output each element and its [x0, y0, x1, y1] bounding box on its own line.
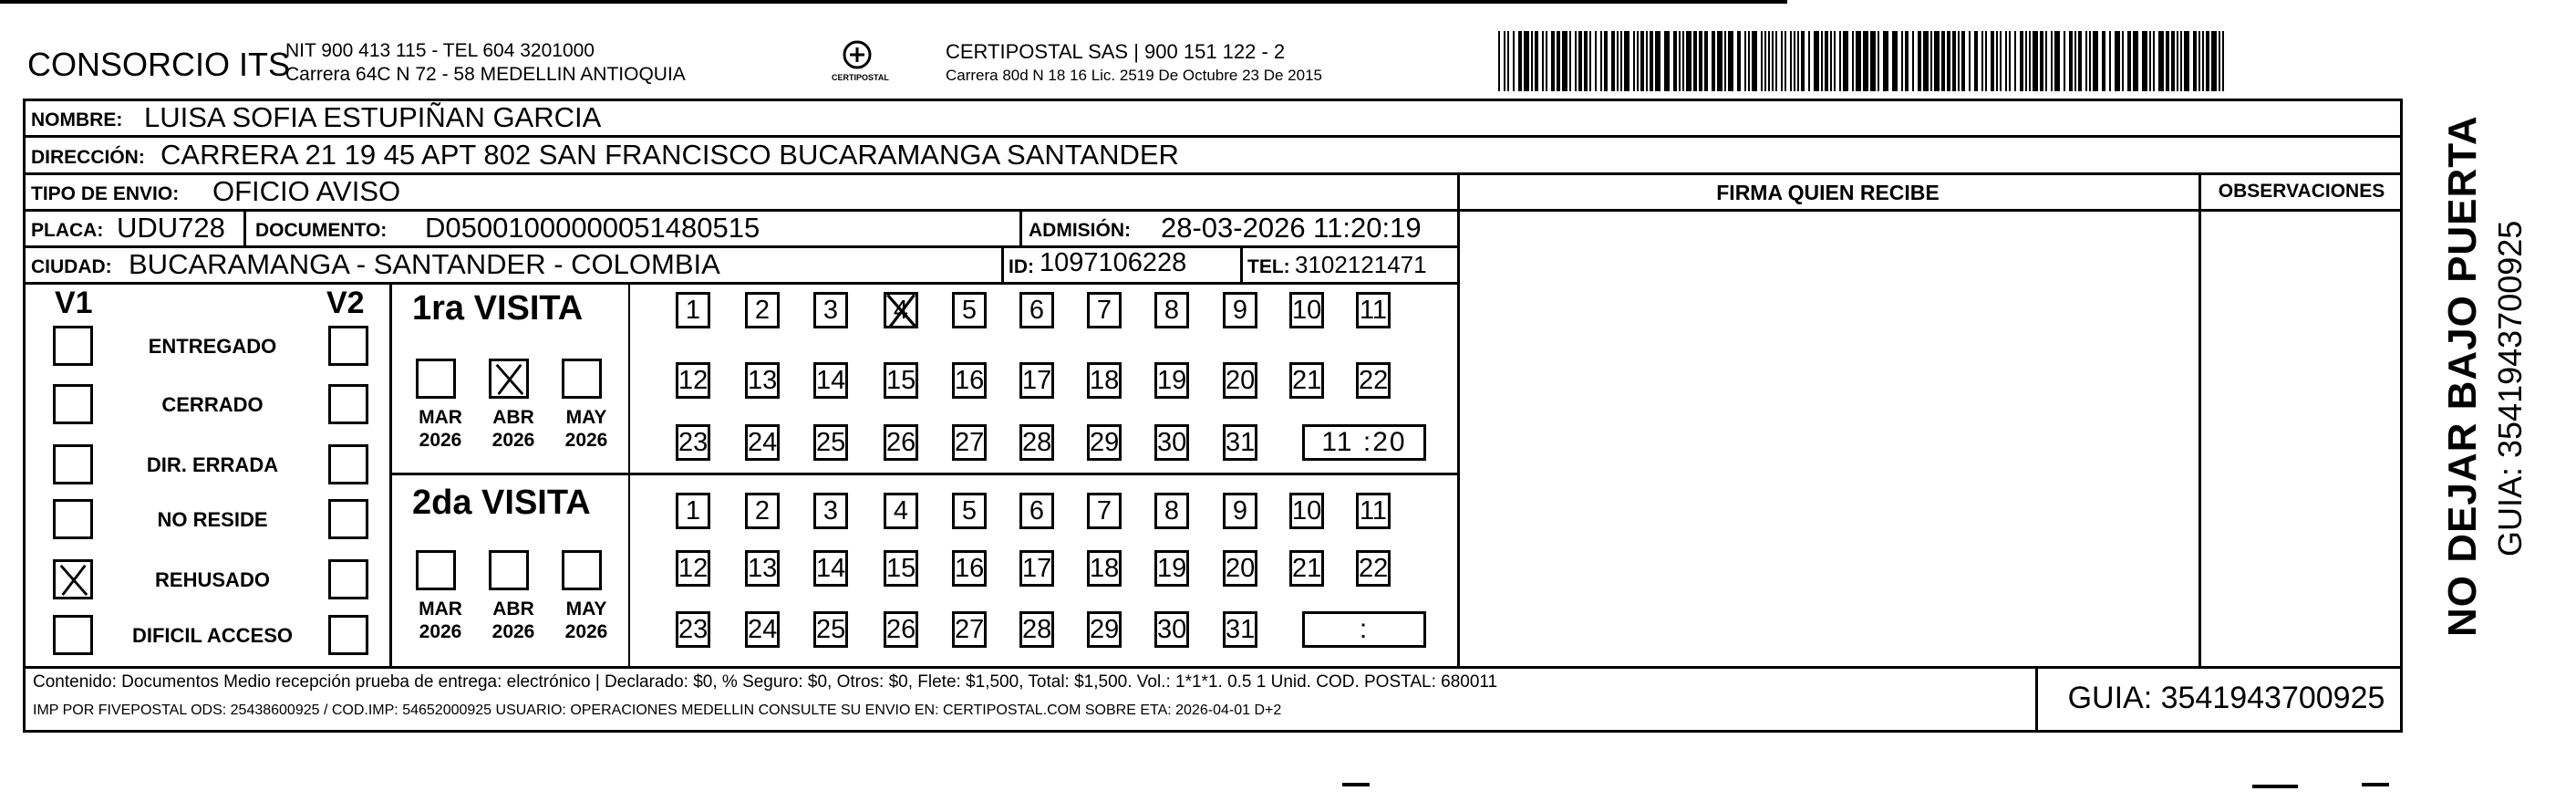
month-label — [485, 598, 542, 643]
barcode-bar — [1814, 31, 1819, 91]
month-label — [412, 598, 469, 643]
first-day-box[interactable]: 18 — [1087, 362, 1122, 399]
barcode-bar — [2029, 31, 2031, 91]
first-day-box[interactable]: 23 — [676, 424, 710, 461]
barcode-bar — [1821, 31, 1823, 91]
second-day-box[interactable]: 21 — [1289, 550, 1324, 587]
first-time-box[interactable]: 11 :20 — [1302, 424, 1426, 461]
second-day-box[interactable]: 30 — [1154, 611, 1189, 648]
barcode-bar — [1985, 31, 1987, 91]
v2-checkbox[interactable] — [328, 444, 368, 484]
direccion-value: CARRERA 21 19 45 APT 802 SAN FRANCISCO BUCARAMANGA SANTANDER — [160, 139, 1179, 171]
barcode-bar — [1737, 31, 1741, 91]
second-day-box[interactable]: 1 — [676, 493, 710, 529]
second-day-box[interactable]: 31 — [1223, 611, 1257, 648]
first-day-box[interactable]: 31 — [1223, 424, 1257, 461]
v1-checkbox[interactable] — [53, 559, 93, 599]
barcode-bar — [1712, 31, 1715, 91]
barcode-bar — [2033, 31, 2038, 91]
barcode-bar — [1664, 31, 1670, 91]
barcode-bar — [1557, 31, 1560, 91]
barcode-bar — [1852, 31, 1854, 91]
barcode-bar — [1531, 31, 1533, 91]
day-mark — [882, 288, 920, 332]
barcode-bar — [2025, 31, 2027, 91]
barcode-bar — [2005, 31, 2007, 91]
second-day-box[interactable]: 17 — [1019, 550, 1054, 587]
second-month-box-may[interactable] — [562, 550, 602, 590]
second-day-box[interactable]: 22 — [1356, 550, 1391, 587]
tipo-label: TIPO DE ENVIO: — [31, 183, 180, 204]
barcode-bar — [1892, 31, 1898, 91]
second-time-box[interactable]: : — [1302, 611, 1426, 648]
tel-value: 3102121471 — [1295, 251, 1427, 278]
barcode-bar — [1752, 31, 1757, 91]
barcode-bar — [1794, 31, 1795, 91]
second-day-box[interactable]: 6 — [1019, 493, 1054, 529]
barcode-bar — [1682, 31, 1684, 91]
top-rule — [0, 0, 1787, 4]
admision-label: ADMISIÓN: — [1029, 220, 1131, 241]
second-day-box[interactable]: 29 — [1087, 611, 1122, 648]
month-label — [558, 406, 615, 452]
barcode-bar — [1934, 31, 1940, 91]
id-value: 1097106228 — [1040, 248, 1187, 277]
v1-checkbox[interactable] — [53, 384, 93, 424]
barcode-bar — [1870, 31, 1876, 91]
first-day-box[interactable]: 28 — [1019, 424, 1054, 461]
barcode-bar — [2000, 31, 2002, 91]
barcode-bar — [1797, 31, 1799, 91]
courier-line2: Carrera 80d N 18 16 Lic. 2519 De Octubre 23 De 2015 — [946, 67, 1322, 84]
barcode-bar — [1830, 31, 1832, 91]
x-mark-icon — [882, 288, 920, 332]
barcode-bar — [1646, 31, 1648, 91]
barcode-bar — [1912, 31, 1914, 91]
documento-label: DOCUMENTO: — [255, 220, 388, 241]
first-day-box[interactable]: 22 — [1356, 362, 1391, 399]
placa-value: UDU728 — [117, 212, 225, 244]
second-day-box[interactable]: 25 — [813, 611, 848, 648]
ciudad-label: CIUDAD: — [31, 256, 112, 277]
barcode-bar — [2102, 31, 2105, 91]
barcode-bar — [2109, 31, 2111, 91]
second-day-box[interactable]: 2 — [745, 493, 780, 529]
barcode-bar — [2211, 31, 2217, 91]
second-day-box[interactable]: 28 — [1019, 611, 1054, 648]
barcode-bar — [1624, 31, 1629, 91]
barcode-bar — [1551, 31, 1555, 91]
barcode-bar — [2069, 31, 2073, 91]
first-day-box[interactable]: 4 — [884, 292, 918, 328]
barcode-bar — [1524, 31, 1529, 91]
barcode-bar — [1617, 31, 1619, 91]
first-day-box[interactable]: 8 — [1154, 292, 1189, 328]
barcode-bar — [2198, 31, 2200, 91]
second-day-box[interactable]: 16 — [952, 550, 987, 587]
x-mark-icon — [491, 361, 526, 396]
barcode-bar — [1518, 31, 1522, 91]
barcode-bar — [1717, 31, 1723, 91]
barcode-bar — [2142, 31, 2147, 91]
first-day-box[interactable]: 13 — [745, 362, 780, 399]
barcode-bar — [1728, 31, 1733, 91]
second-day-box[interactable]: 8 — [1154, 493, 1189, 529]
barcode-bar — [2177, 31, 2178, 91]
barcode-bar — [1673, 31, 1677, 91]
barcode-bar — [1748, 31, 1750, 91]
barcode-bar — [1801, 31, 1805, 91]
barcode-bar — [1918, 31, 1921, 91]
barcode-bar — [1775, 31, 1777, 91]
barcode-bar — [1699, 31, 1702, 91]
second-day-box[interactable]: 4 — [884, 493, 918, 529]
first-month-box-abr[interactable] — [489, 359, 529, 399]
barcode-bar — [1504, 31, 1505, 91]
month-name: ABR — [492, 407, 534, 428]
second-day-box[interactable]: 23 — [676, 611, 710, 648]
barcode-bar — [1761, 31, 1763, 91]
second-day-box[interactable]: 14 — [813, 550, 848, 587]
second-month-box-mar[interactable] — [416, 550, 456, 590]
barcode-bar — [2040, 31, 2043, 91]
second-day-box[interactable]: 18 — [1087, 550, 1122, 587]
barcode-bar — [1569, 31, 1571, 91]
barcode-bar — [1507, 31, 1509, 91]
second-day-box[interactable]: 19 — [1154, 550, 1189, 587]
first-month-box-may[interactable] — [562, 359, 602, 399]
v1-checkbox[interactable] — [53, 499, 93, 539]
scan-mark — [2252, 785, 2298, 788]
barcode-bar — [2051, 31, 2053, 91]
scan-mark — [2362, 783, 2389, 786]
first-day-box[interactable]: 16 — [952, 362, 987, 399]
barcode-bar — [2149, 31, 2151, 91]
barcode-bar — [2222, 31, 2224, 91]
first-month-box-mar[interactable] — [416, 359, 456, 399]
status-option-label: DIR. ERRADA — [146, 453, 279, 476]
v2-checkbox[interactable] — [328, 559, 368, 599]
firma-header: FIRMA QUIEN RECIBE — [1716, 181, 1940, 204]
barcode-bar — [1981, 31, 1983, 91]
month-label — [558, 598, 615, 643]
v1-label: V1 — [55, 286, 93, 320]
logo-text: CERTIPOSTAL — [832, 73, 889, 82]
status-option-label: CERRADO — [161, 393, 264, 416]
v2-checkbox[interactable] — [328, 499, 368, 539]
month-year: 2026 — [491, 621, 535, 642]
barcode-bar — [2158, 31, 2164, 91]
barcode-bar — [2184, 31, 2189, 91]
status-option-label: NO RESIDE — [157, 508, 268, 531]
barcode-bar — [1930, 31, 1932, 91]
first-day-box[interactable]: 5 — [952, 292, 987, 328]
barcode-bar — [1679, 31, 1681, 91]
side-guia: GUIA: 3541943700925 — [2491, 220, 2529, 557]
barcode-bar — [1498, 31, 1500, 91]
barcode-bar — [1764, 31, 1766, 91]
barcode-bar — [1941, 31, 1945, 91]
barcode-bar — [1856, 31, 1861, 91]
barcode-bar — [1952, 31, 1956, 91]
barcode-bar — [1611, 31, 1615, 91]
barcode-bar — [2133, 31, 2138, 91]
status-option-label: DIFICIL ACCESO — [131, 624, 293, 647]
first-day-box[interactable]: 12 — [676, 362, 710, 399]
nombre-value: LUISA SOFIA ESTUPIÑAN GARCIA — [144, 101, 602, 133]
v2-label: V2 — [326, 286, 365, 320]
month-label — [485, 406, 542, 452]
month-name: MAY — [565, 407, 607, 428]
barcode-bar — [1633, 31, 1635, 91]
v1-checkbox[interactable] — [53, 326, 93, 366]
first-day-box[interactable]: 7 — [1087, 292, 1122, 328]
placa-label: PLACA: — [31, 220, 104, 241]
direccion-label: DIRECCIÓN: — [31, 147, 145, 168]
first-day-box[interactable]: 2 — [745, 292, 780, 328]
v1-checkbox[interactable] — [53, 615, 93, 655]
first-day-box[interactable]: 20 — [1223, 362, 1257, 399]
month-year: 2026 — [419, 430, 462, 451]
status-option-label: REHUSADO — [155, 568, 270, 591]
barcode-bar — [2180, 31, 2182, 91]
side-warning: NO DEJAR BAJO PUERTA — [2440, 115, 2485, 637]
barcode-bar — [1785, 31, 1786, 91]
barcode-bar — [1863, 31, 1868, 91]
month-year: 2026 — [419, 621, 462, 642]
first-day-box[interactable]: 17 — [1019, 362, 1054, 399]
imp-text: IMP POR FIVEPOSTAL ODS: 25438600925 / COD.IMP: 54652000925 USUARIO: OPERACIONES MEDELLIN CONSULTE SU ENVIO EN: CERTIPOSTAL.COM SOBRE ETA: 2026-04-01 D+2 — [33, 703, 1282, 718]
barcode-bar — [1562, 31, 1567, 91]
barcode-bar — [2219, 31, 2220, 91]
barcode-bar — [1996, 31, 1998, 91]
tel-label: TEL: — [1247, 256, 1290, 277]
second-day-box[interactable]: 27 — [952, 611, 987, 648]
first-day-box[interactable]: 21 — [1289, 362, 1324, 399]
v2-checkbox[interactable] — [328, 326, 368, 366]
month-label — [412, 406, 469, 452]
barcode-bar — [1546, 31, 1547, 91]
barcode-bar — [1839, 31, 1841, 91]
first-day-box[interactable]: 14 — [813, 362, 848, 399]
barcode-bar — [1834, 31, 1836, 91]
first-day-box[interactable]: 1 — [676, 292, 710, 328]
barcode-bar — [1542, 31, 1544, 91]
barcode-bar — [1704, 31, 1708, 91]
ciudad-value: BUCARAMANGA - SANTANDER - COLOMBIA — [129, 248, 720, 280]
barcode-bar — [2127, 31, 2131, 91]
second-day-box[interactable]: 24 — [745, 611, 780, 648]
barcode-bar — [2122, 31, 2124, 91]
first-day-box[interactable]: 29 — [1087, 424, 1122, 461]
barcode-bar — [2074, 31, 2076, 91]
company-name: CONSORCIO ITS — [27, 46, 291, 83]
second-day-box[interactable]: 5 — [952, 493, 987, 529]
barcode-bar — [1584, 31, 1588, 91]
barcode-bar — [1535, 31, 1538, 91]
barcode-bar — [2115, 31, 2120, 91]
second-month-box-abr[interactable] — [489, 550, 529, 590]
second-day-box[interactable]: 3 — [813, 493, 848, 529]
barcode-bar — [2166, 31, 2169, 91]
barcode-bar — [1883, 31, 1888, 91]
first-day-box[interactable]: 26 — [884, 424, 918, 461]
documento-value: D05001000000051480515 — [425, 212, 760, 244]
barcode — [1498, 31, 2228, 91]
second-day-box[interactable]: 15 — [884, 550, 918, 587]
barcode-bar — [1578, 31, 1582, 91]
barcode-bar — [1650, 31, 1653, 91]
first-day-box[interactable]: 6 — [1019, 292, 1054, 328]
month-name: MAR — [419, 599, 462, 619]
status-option-label: ENTREGADO — [148, 335, 277, 358]
month-year: 2026 — [564, 621, 608, 642]
second-visit-title: 2da VISITA — [412, 484, 591, 522]
barcode-bar — [1958, 31, 1960, 91]
admision-value: 28-03-2026 11:20:19 — [1161, 212, 1422, 244]
barcode-bar — [1901, 31, 1903, 91]
barcode-bar — [1744, 31, 1746, 91]
barcode-bar — [1825, 31, 1828, 91]
barcode-bar — [1878, 31, 1879, 91]
barcode-bar — [1513, 31, 1515, 91]
barcode-bar — [2085, 31, 2087, 91]
first-day-box[interactable]: 30 — [1154, 424, 1189, 461]
first-day-box[interactable]: 15 — [884, 362, 918, 399]
first-day-box[interactable]: 27 — [952, 424, 987, 461]
barcode-bar — [1655, 31, 1660, 91]
id-label: ID: — [1009, 256, 1034, 277]
second-day-box[interactable]: 10 — [1289, 493, 1324, 529]
barcode-bar — [2078, 31, 2082, 91]
barcode-bar — [2206, 31, 2209, 91]
barcode-bar — [1637, 31, 1639, 91]
barcode-bar — [1589, 31, 1591, 91]
barcode-bar — [1600, 31, 1602, 91]
barcode-bar — [2089, 31, 2091, 91]
barcode-bar — [1693, 31, 1697, 91]
month-year: 2026 — [491, 430, 535, 451]
first-day-box[interactable]: 24 — [745, 424, 780, 461]
barcode-bar — [1969, 31, 1971, 91]
barcode-bar — [1724, 31, 1726, 91]
barcode-bar — [1604, 31, 1608, 91]
barcode-bar — [1772, 31, 1774, 91]
second-day-box[interactable]: 11 — [1356, 493, 1391, 529]
barcode-bar — [1620, 31, 1622, 91]
v1-checkbox[interactable] — [53, 444, 93, 484]
x-mark-icon — [56, 562, 90, 597]
barcode-bar — [2171, 31, 2175, 91]
barcode-bar — [2054, 31, 2060, 91]
first-day-box[interactable]: 10 — [1289, 292, 1324, 328]
barcode-bar — [1595, 31, 1597, 91]
barcode-bar — [1686, 31, 1691, 91]
barcode-bar — [1808, 31, 1810, 91]
barcode-bar — [2045, 31, 2047, 91]
second-day-box[interactable]: 13 — [745, 550, 780, 587]
first-day-box[interactable]: 11 — [1356, 292, 1391, 328]
barcode-bar — [2093, 31, 2098, 91]
first-day-box[interactable]: 3 — [813, 292, 848, 328]
month-name: ABR — [492, 599, 534, 619]
second-day-box[interactable]: 9 — [1223, 493, 1257, 529]
barcode-bar — [1923, 31, 1929, 91]
nombre-label: NOMBRE: — [31, 109, 123, 130]
courier-line1: CERTIPOSTAL SAS | 900 151 122 - 2 — [946, 40, 1286, 63]
barcode-bar — [2202, 31, 2204, 91]
month-name: MAY — [565, 599, 607, 619]
barcode-bar — [1768, 31, 1770, 91]
second-day-box[interactable]: 20 — [1223, 550, 1257, 587]
barcode-bar — [2020, 31, 2023, 91]
second-day-box[interactable]: 12 — [676, 550, 710, 587]
company-line1: NIT 900 413 115 - TEL 604 3201000 — [285, 40, 595, 61]
barcode-bar — [1843, 31, 1848, 91]
barcode-bar — [1961, 31, 1965, 91]
barcode-bar — [1991, 31, 1994, 91]
company-line2: Carrera 64C N 72 - 58 MEDELLIN ANTIOQUIA — [285, 64, 686, 85]
month-name: MAR — [419, 407, 462, 428]
v2-checkbox[interactable] — [328, 615, 368, 655]
barcode-bar — [1974, 31, 1978, 91]
second-day-box[interactable]: 7 — [1087, 493, 1122, 529]
month-year: 2026 — [564, 430, 608, 451]
barcode-bar — [1781, 31, 1783, 91]
barcode-bar — [2153, 31, 2155, 91]
first-day-box[interactable]: 25 — [813, 424, 848, 461]
contenido-text: Contenido: Documentos Medio recepción prueba de entrega: electrónico | Declarado: $0, % Seguro: $0, Otros: $0, Flete: $1,500, Total: $1,500. Vol.: 1*1*1. 0.5 1 Unid. COD. POSTAL: 680011 — [33, 672, 1498, 692]
barcode-bar — [2014, 31, 2016, 91]
barcode-bar — [1575, 31, 1577, 91]
tipo-value: OFICIO AVISO — [212, 175, 401, 207]
second-day-box[interactable]: 26 — [884, 611, 918, 648]
scan-mark — [1342, 783, 1370, 786]
barcode-bar — [1640, 31, 1644, 91]
barcode-bar — [1790, 31, 1792, 91]
barcode-bar — [2009, 31, 2011, 91]
barcode-bar — [1947, 31, 1950, 91]
first-day-box[interactable]: 9 — [1223, 292, 1257, 328]
first-day-box[interactable]: 19 — [1154, 362, 1189, 399]
barcode-bar — [2193, 31, 2197, 91]
first-visit-title: 1ra VISITA — [412, 289, 584, 328]
barcode-bar — [2064, 31, 2065, 91]
v2-checkbox[interactable] — [328, 384, 368, 424]
footer-guia: GUIA: 3541943700925 — [2067, 681, 2385, 715]
barcode-bar — [1905, 31, 1909, 91]
observaciones-header: OBSERVACIONES — [2218, 181, 2385, 202]
